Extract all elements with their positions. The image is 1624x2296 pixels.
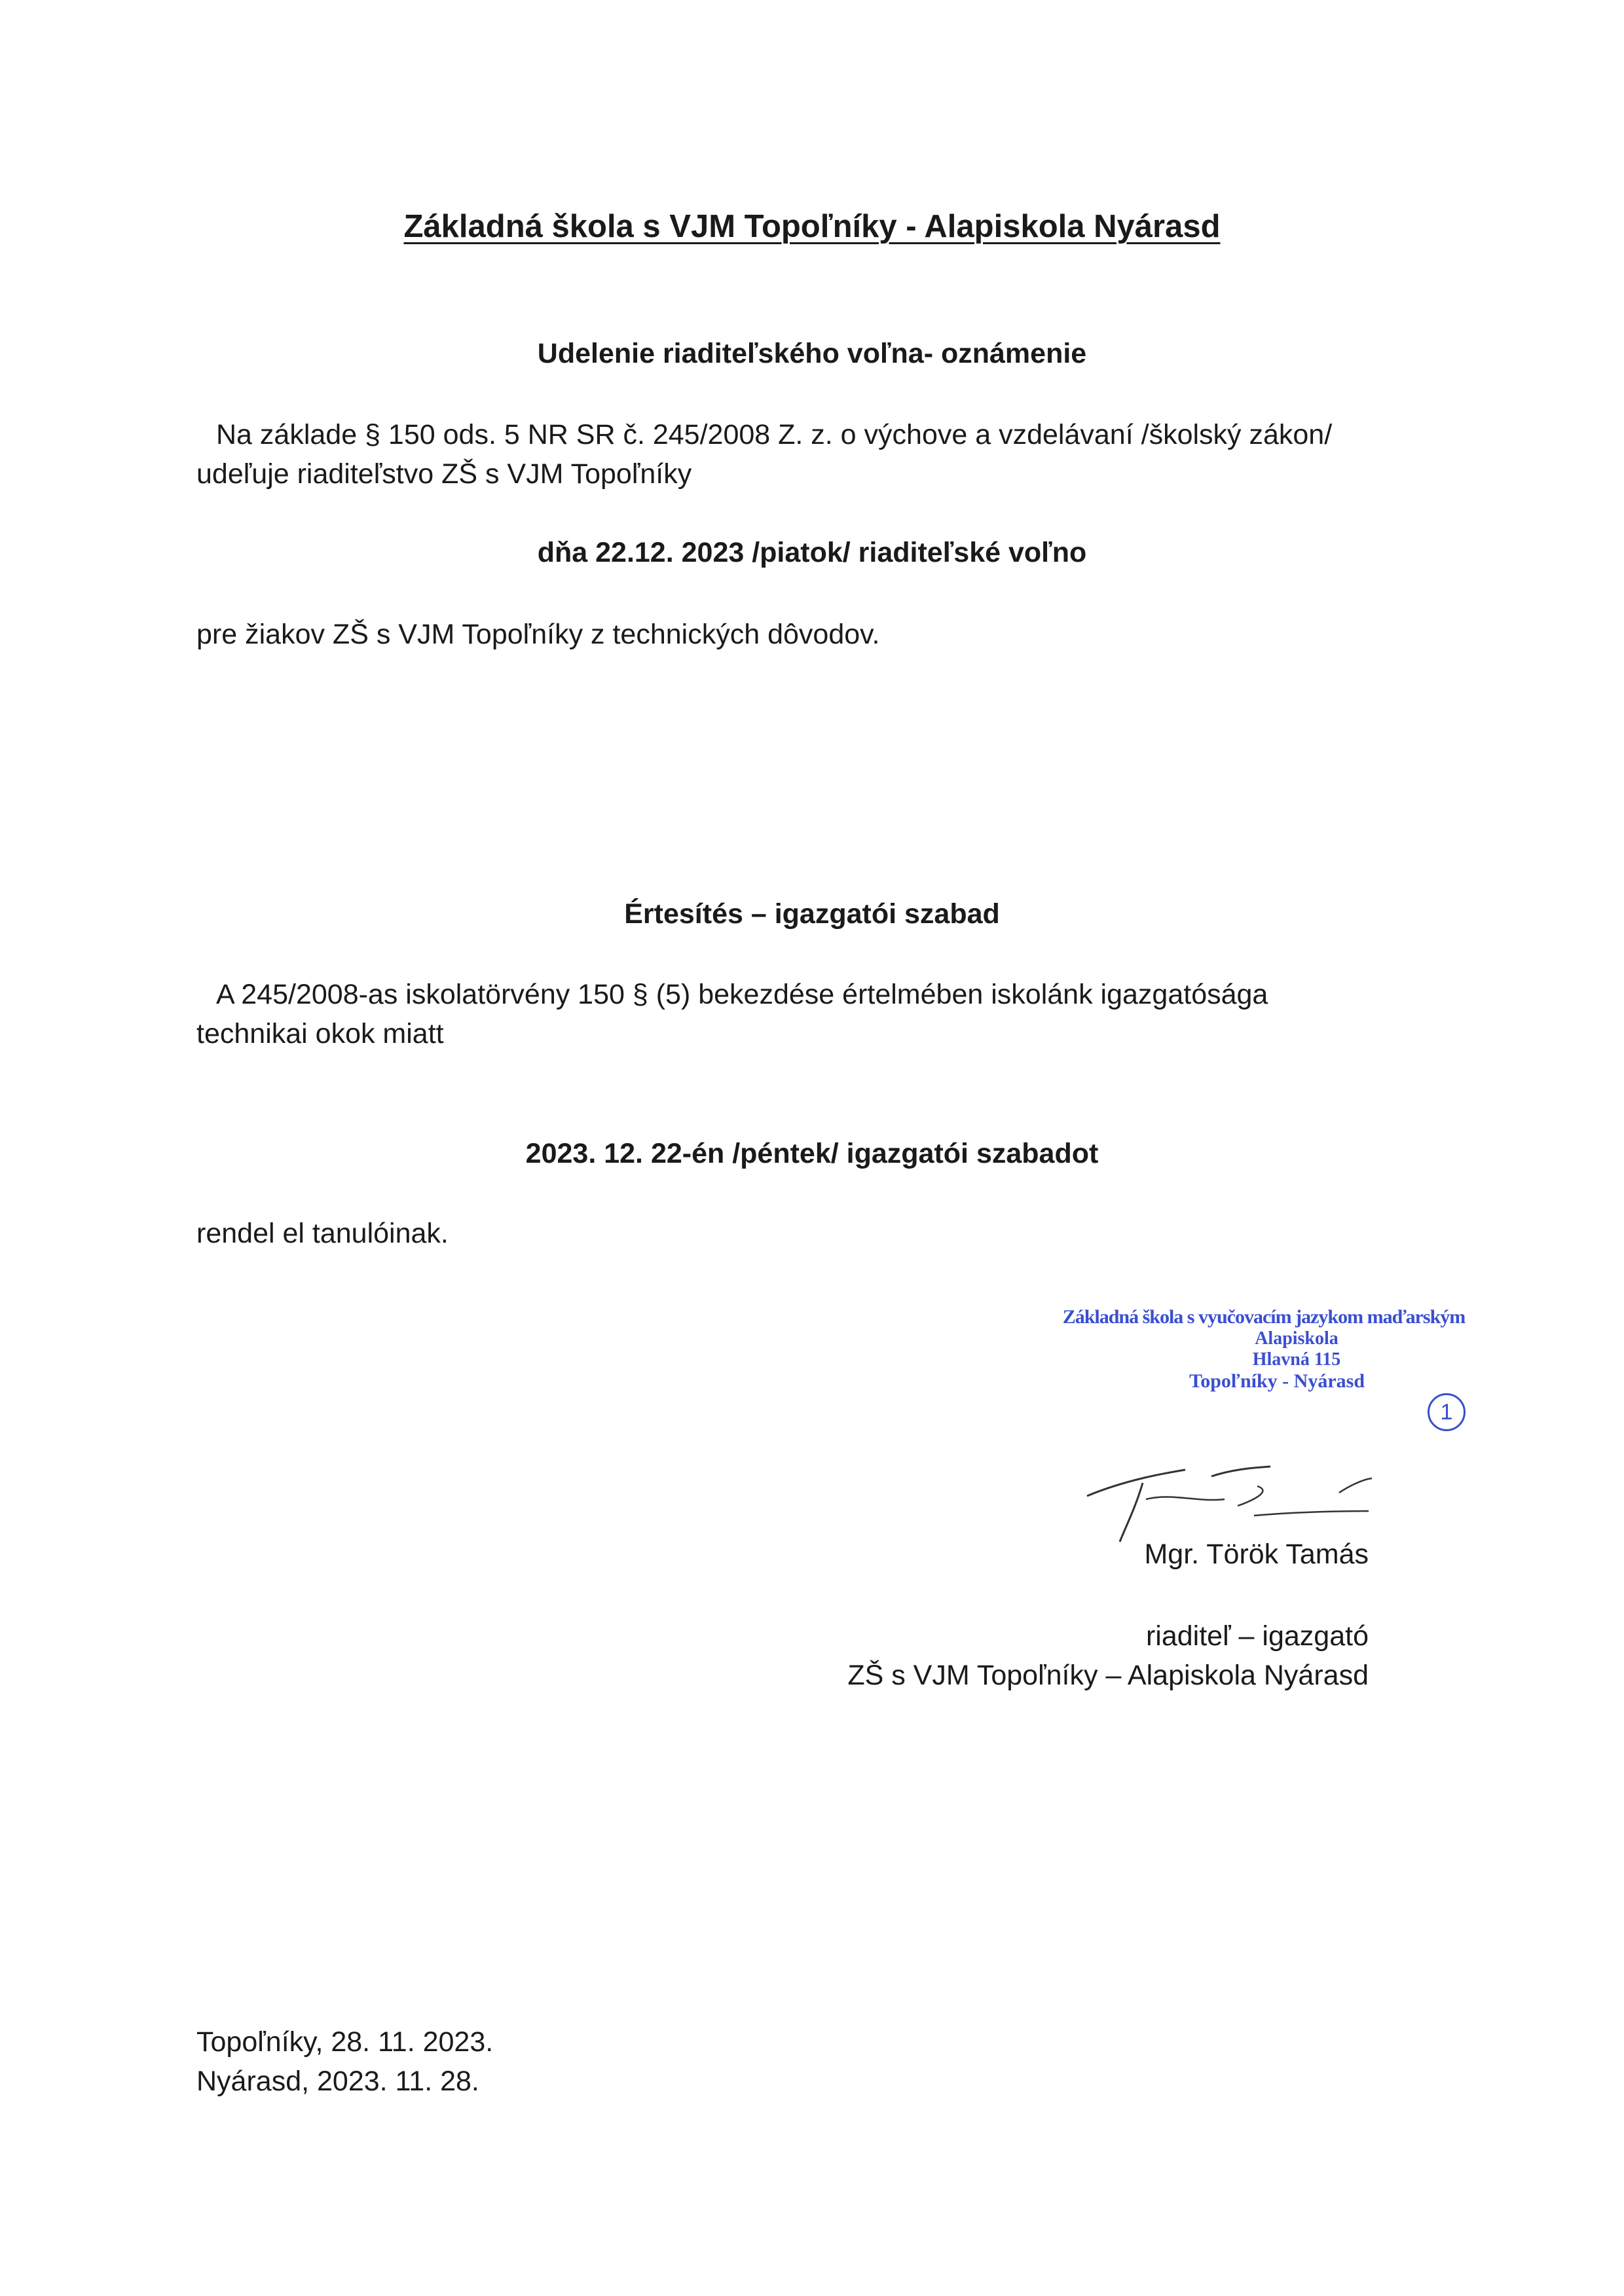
signatory-role: riaditeľ – igazgató [1145,1620,1369,1652]
signatory-name: Mgr. Török Tamás [1144,1539,1369,1570]
place-date-hu: Nyárasd, 2023. 11. 28. [196,2066,479,2097]
signatory-institution: ZŠ s VJM Topoľníky – Alapiskola Nyárasd [847,1660,1369,1691]
place-date-sk: Topoľníky, 28. 11. 2023. [196,2026,494,2058]
stamp-number: 1 [1428,1393,1466,1431]
school-title: Základná škola s VJM Topoľníky - Alapiskola Nyárasd [403,209,1221,244]
hu-heading: Értesítés – igazgatói szabad [624,898,1000,930]
stamp-line-1: Základná škola s vyučovacím jazykom maďarským [1062,1306,1466,1328]
hu-paragraph-line-2: technikai okok miatt [196,1018,444,1049]
sk-date-line: dňa 22.12. 2023 /piatok/ riaditeľské voľno [537,537,1087,568]
handwritten-signature [1074,1453,1401,1552]
hu-paragraph-line-1: A 245/2008-as iskolatörvény 150 § (5) bekezdése értelmében iskolánk igazgatósága [216,979,1268,1010]
sk-paragraph-line-2: udeľuje riaditeľstvo ZŠ s VJM Topoľníky [196,458,692,490]
hu-closing: rendel el tanulóinak. [196,1218,449,1249]
hu-date-line: 2023. 12. 22-én /péntek/ igazgatói szabadot [525,1138,1099,1169]
stamp-line-2: Alapiskola [1255,1328,1338,1349]
sk-closing: pre žiakov ZŠ s VJM Topoľníky z technických dôvodov. [196,619,880,650]
school-stamp [1061,1306,1467,1393]
stamp-line-3: Hlavná 115 [1252,1349,1341,1370]
stamp-line-4: Topoľníky - Nyárasd [1189,1370,1365,1392]
sk-paragraph-line-1: Na základe § 150 ods. 5 NR SR č. 245/2008 Z. z. o výchove a vzdelávaní /školský zákon/ [216,419,1333,450]
sk-heading: Udelenie riaditeľského voľna- oznámenie [537,338,1087,369]
